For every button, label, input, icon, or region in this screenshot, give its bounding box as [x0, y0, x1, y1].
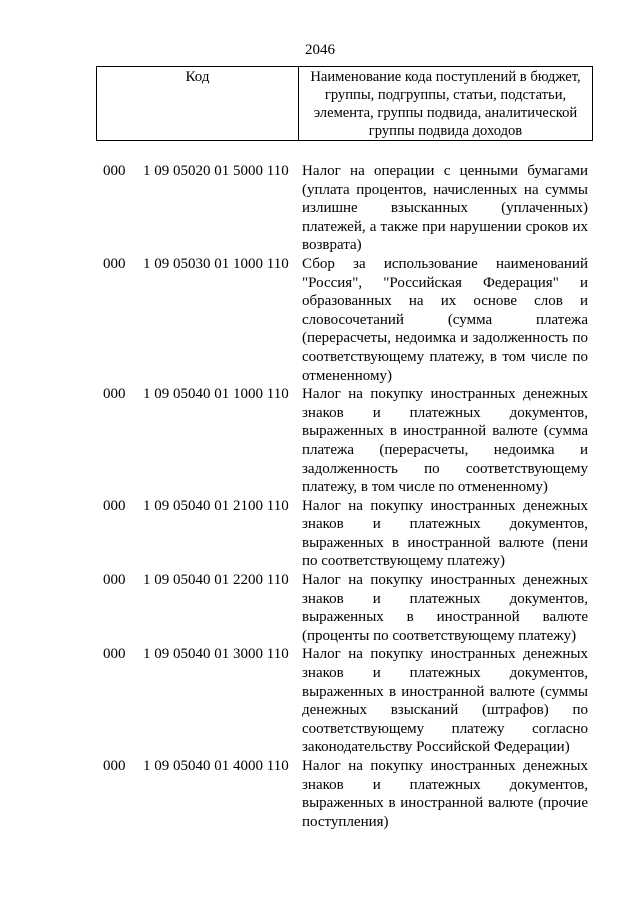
revenue-code: 1 09 05040 01 1000 110 — [143, 386, 289, 403]
table-row — [0, 645, 640, 757]
revenue-name: Налог на покупку иностранных денежных знаков и платежных документов, выраженных в иностранной валюте (суммы денежных взысканий (штрафов) по соответствующему платежу согласно законодательству Российской Федерации) — [302, 646, 588, 756]
revenue-name: Налог на покупку иностранных денежных знаков и платежных документов, выраженных в иностранной валюте (проценты по соответствующему платежу) — [302, 572, 588, 644]
header-code-label: Код — [97, 67, 299, 140]
revenue-name: Сбор за использование наименований "Россия", "Российская Федерация" и образованных на их основе слов и словосочетаний (сумма платежа (перерасчеты, недоимка и задолженность по соответствующему платежу, в том числе по отмененному) — [302, 255, 588, 384]
table-header — [96, 66, 593, 141]
revenue-name: Налог на операции с ценными бумагами (уплата процентов, начисленных на суммы излишне взысканных (уплаченных) платежей, а также при нарушении сроков их возврата) — [302, 163, 588, 254]
revenue-code: 1 09 05030 01 1000 110 — [143, 255, 289, 272]
page-number: 2046 — [305, 42, 335, 58]
header-name-label: Наименование кода поступлений в бюджет, группы, подгруппы, статьи, подстатьи, элемента, группы подвида, аналитической группы подвида доходов — [310, 69, 581, 139]
revenue-name: Налог на покупку иностранных денежных знаков и платежных документов, выраженных в иностранной валюте (сумма платежа (перерасчеты, недоимка и задолженность по соответствующему платежу, в том числе по отмененному) — [302, 386, 588, 496]
org-code: 000 — [103, 758, 126, 774]
revenue-code: 1 09 05040 01 4000 110 — [143, 758, 289, 774]
table-row — [0, 385, 640, 497]
table-row — [0, 162, 640, 255]
org-code: 000 — [103, 386, 126, 403]
org-code: 000 — [103, 497, 126, 514]
revenue-name: Налог на покупку иностранных денежных знаков и платежных документов, выраженных в иностранной валюте (пени по соответствующему платежу) — [302, 497, 588, 570]
revenue-name: Налог на покупку иностранных денежных знаков и платежных документов, выраженных в иностранной валюте (прочие поступления) — [302, 758, 588, 830]
table-row — [0, 571, 640, 645]
table-row — [0, 497, 640, 571]
org-code: 000 — [103, 163, 126, 179]
revenue-code: 1 09 05040 01 3000 110 — [143, 646, 289, 663]
revenue-code: 1 09 05020 01 5000 110 — [143, 163, 289, 179]
revenue-code: 1 09 05040 01 2100 110 — [143, 497, 289, 514]
revenue-code: 1 09 05040 01 2200 110 — [143, 572, 289, 589]
org-code: 000 — [103, 255, 126, 272]
table-body — [0, 162, 640, 831]
table-row — [0, 757, 640, 831]
org-code: 000 — [103, 646, 126, 663]
org-code: 000 — [103, 572, 126, 589]
table-row — [0, 255, 640, 385]
